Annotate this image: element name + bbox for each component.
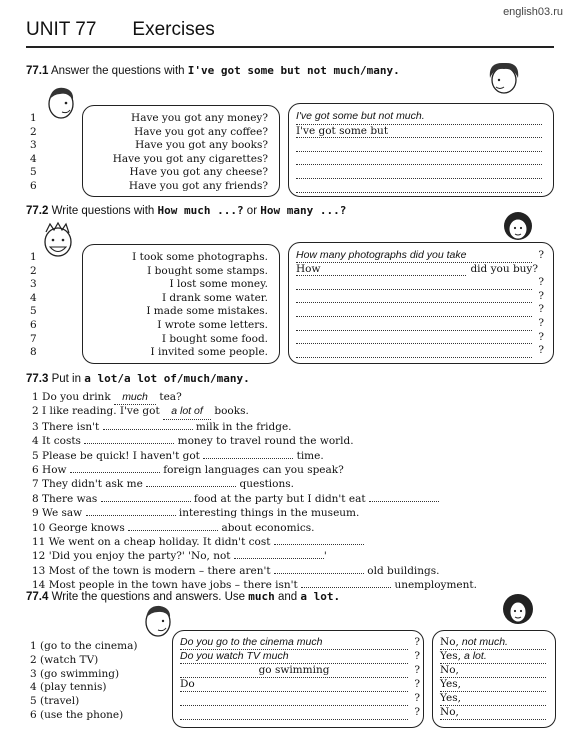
question-blank[interactable]: ? bbox=[180, 692, 408, 706]
answer-blank[interactable] bbox=[296, 179, 542, 193]
answer-example: a lot. bbox=[463, 650, 487, 662]
gap-blank[interactable] bbox=[369, 492, 439, 502]
question-line: Have you got any money? bbox=[131, 112, 268, 124]
answer-blank[interactable]: No, bbox=[440, 706, 546, 720]
sentence-10: 10 George knows about economics. bbox=[32, 521, 315, 534]
answer-blank[interactable]: ? bbox=[296, 344, 532, 358]
s2-statements bbox=[86, 251, 268, 360]
question-example: Do you go to the cinema much bbox=[180, 636, 323, 648]
s1-questions bbox=[86, 112, 268, 194]
answer-example: not much. bbox=[461, 636, 508, 648]
gap-blank[interactable] bbox=[103, 420, 193, 430]
boy-face-illustration bbox=[40, 82, 82, 122]
s4-questions: Do you go to the cinema much ? Do you watch TV much ? go swimming ? Do ? ? ? bbox=[180, 636, 420, 718]
gap-blank[interactable] bbox=[101, 492, 191, 502]
statement-line: I drank some water. bbox=[161, 291, 268, 304]
answer-blank[interactable]: Yes, bbox=[440, 678, 546, 692]
answer-blank[interactable] bbox=[296, 165, 542, 179]
statement-line: I lost some money. bbox=[169, 278, 268, 291]
answer-blank[interactable]: No, bbox=[440, 664, 546, 678]
section-77-4-heading: 77.4 Write the questions and answers. Use much and a lot. bbox=[26, 590, 341, 603]
unit-label: UNIT 77 bbox=[26, 19, 97, 40]
sentence-9: 9 We saw interesting things in the museum. bbox=[32, 507, 360, 520]
s1-answers bbox=[296, 110, 542, 193]
curly-woman-face-illustration bbox=[498, 588, 538, 628]
section-77-3-heading: 77.3 Put in a lot/a lot of/much/many. bbox=[26, 372, 250, 385]
gap-filled: much bbox=[114, 391, 156, 405]
gap-blank[interactable] bbox=[274, 564, 364, 574]
statement-line: I bought some stamps. bbox=[147, 264, 268, 277]
statement-line: I invited some people. bbox=[150, 346, 268, 359]
answer-blank[interactable] bbox=[296, 152, 542, 166]
question-line: Have you got any friends? bbox=[128, 179, 268, 192]
gap-blank[interactable] bbox=[234, 549, 324, 559]
sentence-13: 13 Most of the town is modern – there aren't old buildings. bbox=[32, 564, 440, 577]
question-line: Have you got any cigarettes? bbox=[112, 152, 268, 165]
sentence-8: 8 There was food at the party but I didn't eat bbox=[32, 492, 477, 506]
sentence-11: 11 We went on a cheap holiday. It didn't cost bbox=[32, 535, 477, 549]
man-face-illustration bbox=[138, 600, 178, 640]
sentence-5: 5 Please be quick! I haven't got time. bbox=[32, 449, 324, 462]
answer-example: How many photographs did you take bbox=[296, 249, 467, 261]
gap-blank[interactable] bbox=[84, 434, 174, 444]
gap-filled: a lot of bbox=[163, 405, 211, 419]
s2-answers: How many photographs did you take ? How did you buy? ? ? ? ? ? ? bbox=[296, 249, 544, 357]
answer-blank[interactable]: ? bbox=[296, 290, 532, 304]
s4-prompts bbox=[30, 640, 137, 723]
section-77-1-heading: 77.1 Answer the questions with I've got some but not much/many. bbox=[26, 64, 400, 77]
gap-blank[interactable] bbox=[70, 463, 160, 473]
s2-numbers: 1 2 3 4 5 6 7 8 bbox=[30, 251, 37, 359]
prompt-item: 1 (go to the cinema) bbox=[30, 640, 138, 652]
sentence-6: 6 How foreign languages can you speak? bbox=[32, 464, 344, 477]
answer-blank[interactable]: ? bbox=[296, 317, 532, 331]
answer-example: I've got some but not much. bbox=[296, 110, 425, 122]
question-line: Have you got any books? bbox=[135, 139, 268, 152]
answer-blank[interactable]: Yes, bbox=[440, 692, 546, 706]
sentence-1: 1 Do you drink much tea? bbox=[32, 391, 477, 405]
sentence-14: 14 Most people in the town have jobs – there isn't unemployment. bbox=[32, 579, 477, 592]
section-77-2-heading: 77.2 Write questions with How much ...? or How many ...? bbox=[26, 204, 347, 217]
gap-blank[interactable] bbox=[86, 506, 176, 516]
question-line: Have you got any cheese? bbox=[129, 166, 268, 179]
smiling-boy-face-illustration bbox=[36, 220, 80, 260]
statement-line: I made some mistakes. bbox=[146, 305, 268, 318]
s3-sentences bbox=[32, 391, 477, 593]
question-line: Have you got any coffee? bbox=[134, 125, 268, 138]
sentence-2: 2 I like reading. I've got a lot of books. bbox=[32, 405, 477, 419]
sentence-4: 4 It costs money to travel round the world. bbox=[32, 435, 354, 448]
answer-blank[interactable]: ? bbox=[296, 331, 532, 345]
answer-prompt: I've got some but bbox=[296, 125, 392, 137]
girl-face-illustration bbox=[484, 58, 524, 98]
gap-blank[interactable] bbox=[274, 535, 364, 545]
unit-title: Exercises bbox=[132, 19, 215, 40]
answer-blank[interactable] bbox=[296, 138, 542, 152]
header-rule bbox=[26, 46, 554, 48]
woman-face-illustration bbox=[498, 204, 538, 244]
gap-blank[interactable] bbox=[203, 449, 293, 459]
sentence-3: 3 There isn't milk in the fridge. bbox=[32, 420, 292, 433]
gap-blank[interactable] bbox=[146, 477, 236, 487]
sentence-12: 12 'Did you enjoy the party?' 'No, not ' bbox=[32, 550, 327, 563]
gap-blank[interactable] bbox=[128, 521, 218, 531]
answer-blank[interactable]: ? bbox=[296, 276, 532, 290]
s1-numbers: 1 2 3 4 5 6 bbox=[30, 112, 37, 192]
prompt-item: 6 (use the phone) bbox=[30, 708, 124, 721]
answer-blank[interactable]: ? bbox=[296, 303, 532, 317]
statement-line: I took some photographs. bbox=[132, 251, 268, 263]
prompt-item: 3 (go swimming) bbox=[30, 667, 120, 680]
question-blank[interactable]: ? bbox=[180, 706, 408, 720]
s4-answers: No, not much. Yes, a lot. No, Yes, Yes, No, bbox=[440, 636, 546, 720]
unit-header bbox=[26, 19, 215, 41]
site-watermark: english03.ru bbox=[503, 6, 563, 18]
statement-line: I wrote some letters. bbox=[157, 318, 268, 331]
prompt-item: 2 (watch TV) bbox=[30, 653, 99, 666]
statement-line: I bought some food. bbox=[161, 332, 268, 345]
prompt-item: 4 (play tennis) bbox=[30, 681, 107, 694]
question-example: Do you watch TV much bbox=[180, 650, 289, 662]
sentence-7: 7 They didn't ask me questions. bbox=[32, 478, 294, 491]
gap-blank[interactable] bbox=[301, 578, 391, 588]
prompt-item: 5 (travel) bbox=[30, 695, 80, 708]
